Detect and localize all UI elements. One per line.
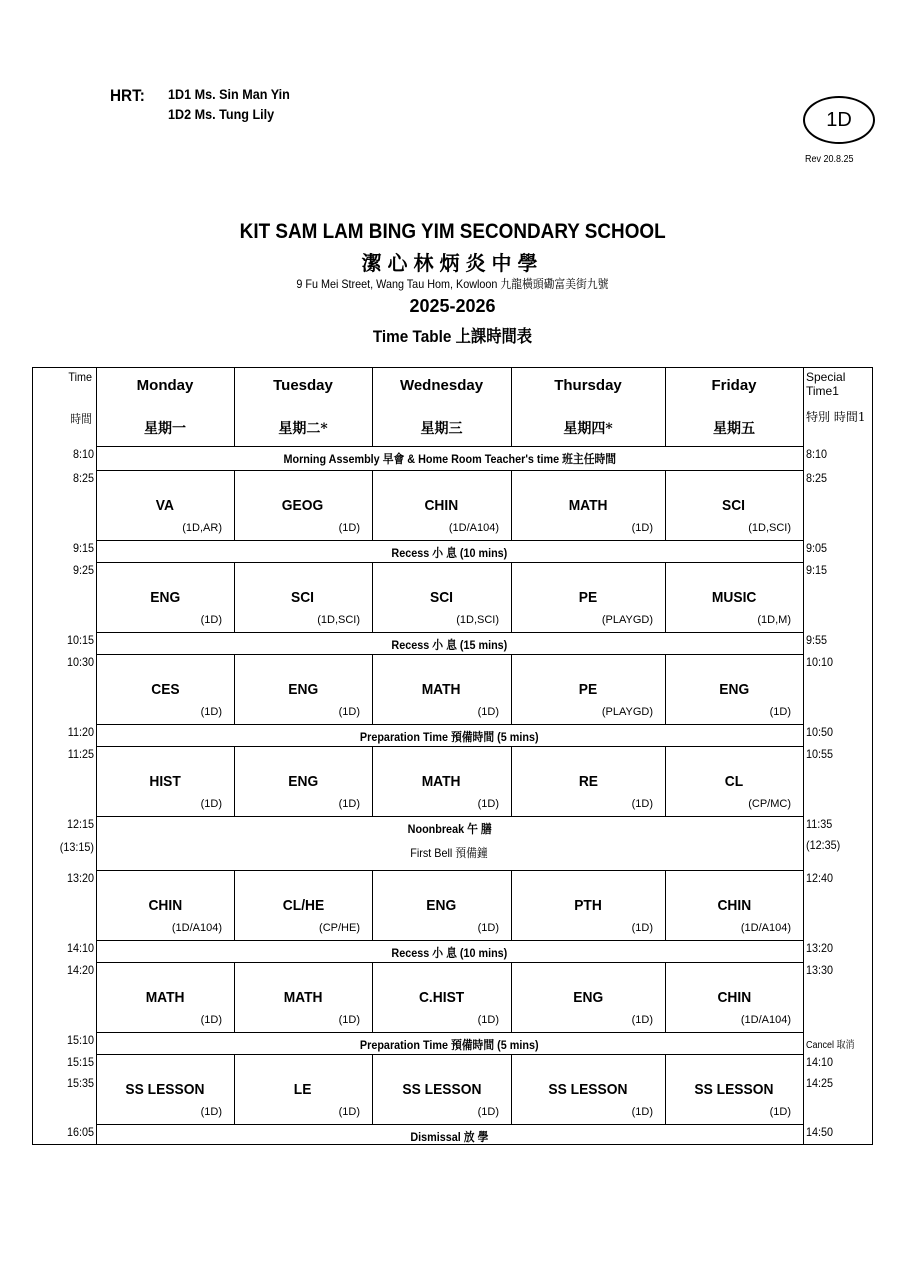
lesson-room: (1D) [631,1106,653,1118]
lesson-subject [372,897,511,914]
lesson-room: (1D) [631,922,653,934]
lesson-subject-text: MUSIC [711,589,757,606]
lesson-room: (1D) [338,706,360,718]
special-time-cell: 11:35 [806,817,833,831]
lesson-cell-divider [372,1054,373,1124]
period-banner-text: Recess 小 息 (15 mins) [391,638,508,652]
lesson-subject [511,773,665,790]
lesson-subject [96,897,234,914]
lesson-subject-text: SCI [722,497,746,514]
lesson-subject-text: PE [578,681,598,698]
lesson-subject [234,989,372,1006]
lesson-subject-text: SCI [291,589,315,606]
special-time-cell: 12:40 [806,871,834,885]
time-cell: 15:15 [66,1055,94,1069]
row-divider [96,1032,803,1033]
header-day-divider [234,367,235,446]
lesson-cell-divider [234,562,235,632]
time-header-en: Time [68,370,92,384]
school-address: 9 Fu Mei Street, Wang Tau Hom, Kowloon 九龍橫頭磡富美街九號 [296,277,609,291]
noonbreak-text: Noonbreak 午 膳 [407,822,492,836]
lesson-room: (1D) [200,1014,222,1026]
special-time-cell-secondary: (12:35) [806,838,841,852]
lesson-room: (1D) [477,1106,499,1118]
lesson-subject-text: VA [155,497,175,514]
period-banner-text: Recess 小 息 (10 mins) [391,946,508,960]
lesson-subject-text: ENG [719,681,749,698]
day-header-zh-monday: 星期一 [144,421,186,437]
lesson-room: (1D,SCI) [748,522,791,534]
row-divider [96,562,803,563]
special-time-cell: 10:55 [806,747,834,761]
lesson-subject-text: HIST [149,773,181,790]
special-time-cell: 9:15 [806,563,828,577]
lesson-subject [511,989,665,1006]
lesson-cell-divider [511,870,512,940]
row-divider [96,724,803,725]
lesson-subject [665,1081,803,1098]
row-divider [96,962,803,963]
lesson-room: (1D) [477,706,499,718]
time-cell: 12:15 [66,817,94,831]
time-header-zh: 時間 [70,412,92,426]
lesson-room: (1D) [200,798,222,810]
lesson-room: (1D) [338,522,360,534]
lesson-room: (1D) [631,798,653,810]
day-header-tuesday: Tuesday [273,377,333,394]
noonbreak-banner [96,820,803,837]
time-cell-secondary: 15:35 [66,1076,94,1090]
time-cell: 14:20 [66,963,94,977]
lesson-cell-divider [665,654,666,724]
special-time-cell: 10:10 [806,655,834,669]
academic-year: 2025-2026 [409,296,496,316]
lesson-cell-divider [372,746,373,816]
lesson-subject [372,681,511,698]
header-divider [96,446,803,447]
lesson-cell-divider [511,1054,512,1124]
special-time-cell: 14:50 [806,1125,834,1139]
lesson-room: (1D,SCI) [456,614,499,626]
lesson-room: (1D) [338,1106,360,1118]
row-divider [96,816,803,817]
lesson-cell-divider [372,470,373,540]
lesson-room: (1D) [769,706,791,718]
first-bell-text: First Bell 預備鐘 [410,846,489,860]
lesson-subject [372,497,511,514]
lesson-room: (PLAYGD) [601,614,653,626]
time-cell: 8:10 [72,447,94,461]
lesson-subject [234,773,372,790]
revision-label: Rev 20.8.25 [805,154,854,165]
lesson-cell-divider [665,870,666,940]
lesson-subject [511,897,665,914]
time-cell: 15:10 [66,1033,94,1047]
lesson-subject [372,1081,511,1098]
lesson-subject-text: MATH [422,773,461,790]
row-divider [96,746,803,747]
hrt-label: HRT: [110,86,145,105]
timetable-title: Time Table 上課時間表 [372,327,533,346]
lesson-subject-text: SS LESSON [125,1081,205,1098]
special-time-cell-secondary: 14:25 [806,1076,834,1090]
lesson-subject [665,497,803,514]
lesson-subject-text: MATH [283,989,323,1006]
lesson-room: (1D) [769,1106,791,1118]
lesson-cell-divider [234,870,235,940]
lesson-subject [372,773,511,790]
lesson-cell-divider [372,562,373,632]
time-cell: 9:25 [72,563,94,577]
lesson-cell-divider [511,562,512,632]
lesson-subject-text: CHIN [717,989,751,1006]
period-banner-text: Preparation Time 預備時間 (5 mins) [360,1038,539,1052]
time-cell: 13:20 [66,871,94,885]
table-border-bottom [32,1144,873,1145]
lesson-subject-text: RE [578,773,598,790]
table-border-top [32,367,872,368]
lesson-cell-divider [511,746,512,816]
lesson-subject [96,1081,234,1098]
special-time-cell: 14:10 [806,1055,834,1069]
lesson-cell-divider [234,470,235,540]
school-name-zh: 潔心林炳炎中學 [361,251,544,275]
lesson-cell-divider [665,562,666,632]
lesson-room: (1D) [477,1014,499,1026]
time-cell: 10:30 [66,655,94,669]
time-cell: 14:10 [66,941,94,955]
lesson-cell-divider [372,654,373,724]
lesson-cell-divider [372,870,373,940]
lesson-subject-text: SS LESSON [548,1081,628,1098]
lesson-room: (1D/A104) [448,522,499,534]
lesson-room: (1D/A104) [740,1014,791,1026]
lesson-subject-text: SS LESSON [694,1081,774,1098]
special-time-cell: 9:55 [806,633,828,647]
day-header-zh-tuesday: 星期二* [278,421,328,437]
time-cell: 11:20 [67,725,94,739]
lesson-room: (1D) [631,1014,653,1026]
lesson-cell-divider [234,746,235,816]
lesson-subject [234,897,372,914]
time-cell: 8:25 [72,471,94,485]
period-banner [96,450,803,467]
day-header-monday: Monday [136,377,194,394]
special-time-cell: 8:10 [806,447,828,461]
lesson-room: (1D,AR) [182,522,222,534]
lesson-subject-text: MATH [568,497,608,514]
period-banner [96,728,803,745]
row-divider [96,1144,803,1145]
lesson-cell-divider [665,1054,666,1124]
day-header-friday: Friday [711,377,757,394]
header-day-divider [372,367,373,446]
lesson-subject [665,773,803,790]
lesson-subject-text: MATH [422,681,461,698]
lesson-room: (1D) [200,1106,222,1118]
lesson-subject [511,497,665,514]
lesson-subject [372,989,511,1006]
row-divider [96,870,803,871]
lesson-subject [234,497,372,514]
lesson-room: (1D) [338,798,360,810]
lesson-room: (CP/HE) [319,922,360,934]
lesson-subject-text: CHIN [424,497,459,514]
lesson-room: (1D/A104) [171,922,222,934]
special-time-cell: 9:05 [806,541,828,555]
time-cell-secondary: (13:15) [59,840,94,854]
lesson-subject-text: GEOG [282,497,324,514]
period-banner [96,1036,803,1053]
lesson-cell-divider [234,1054,235,1124]
row-divider [96,540,803,541]
lesson-subject [96,989,234,1006]
special-time-cell: 13:20 [806,941,834,955]
day-header-wednesday: Wednesday [399,377,484,394]
lesson-room: (1D/A104) [740,922,791,934]
period-banner [96,544,803,561]
lesson-room: (1D) [200,614,222,626]
hrt-teacher-1: 1D1 Ms. Sin Man Yin [168,86,290,102]
time-cell: 11:25 [67,747,94,761]
lesson-subject-text: CHIN [148,897,182,914]
lesson-subject-text: ENG [426,897,457,914]
table-border-left [32,367,33,1144]
time-cell: 9:15 [72,541,94,555]
lesson-cell-divider [665,962,666,1032]
lesson-subject [96,497,234,514]
lesson-subject-text: ENG [573,989,603,1006]
lesson-cell-divider [234,654,235,724]
period-banner-text: Preparation Time 預備時間 (5 mins) [360,730,539,744]
lesson-subject [234,1081,372,1098]
row-divider [96,632,803,633]
lesson-subject [511,1081,665,1098]
row-divider [96,470,803,471]
day-header-zh-wednesday: 星期三 [420,421,463,437]
period-banner [96,1128,803,1145]
period-banner-text: Morning Assembly 早會 & Home Room Teacher's time 班主任時間 [283,452,616,466]
school-name-en: KIT SAM LAM BING YIM SECONDARY SCHOOL [239,220,666,243]
special-time-cell: 10:50 [806,725,834,739]
lesson-subject [511,681,665,698]
header-day-divider [665,367,666,446]
lesson-subject-text: MATH [145,989,185,1006]
special-header-zh: 特別 時間1 [806,410,866,424]
lesson-cell-divider [511,962,512,1032]
lesson-subject-text: ENG [150,589,180,606]
time-column-divider [96,367,97,1144]
special-header-en: Special Time1 [806,370,846,398]
special-column-divider [803,367,804,1144]
lesson-subject-text: LE [294,1081,312,1098]
row-divider [96,1124,803,1125]
lesson-subject-text: C.HIST [418,989,465,1006]
lesson-room: (1D,SCI) [317,614,360,626]
lesson-cell-divider [234,962,235,1032]
special-time-cell: Cancel 取消 [806,1040,855,1051]
first-bell-banner [96,844,803,861]
period-banner-text: Dismissal 放 學 [410,1130,489,1144]
lesson-subject-text: SS LESSON [401,1081,481,1098]
lesson-cell-divider [665,746,666,816]
special-time-cell: 8:25 [806,471,828,485]
day-header-zh-friday: 星期五 [713,421,755,437]
time-cell: 16:05 [66,1125,94,1139]
header-day-divider [511,367,512,446]
lesson-cell-divider [665,470,666,540]
lesson-subject-text: ENG [288,681,318,698]
special-time-cell: 13:30 [806,963,834,977]
lesson-subject-text: CES [150,681,180,698]
lesson-room: (1D) [338,1014,360,1026]
lesson-subject [234,589,372,606]
lesson-room: (CP/MC) [748,798,791,810]
lesson-subject-text: PE [578,589,598,606]
row-divider [96,654,803,655]
lesson-subject [665,897,803,914]
hrt-teacher-2: 1D2 Ms. Tung Lily [168,106,275,122]
lesson-subject-text: SCI [429,589,453,606]
lesson-subject [234,681,372,698]
lesson-subject [665,681,803,698]
lesson-subject [665,989,803,1006]
lesson-subject-text: ENG [288,773,318,790]
row-divider [96,940,803,941]
class-badge: 1D [803,96,875,144]
lesson-subject [96,589,234,606]
period-banner [96,944,803,961]
period-banner-text: Recess 小 息 (10 mins) [391,546,508,560]
lesson-subject-text: CHIN [717,897,751,914]
lesson-subject [665,589,803,606]
table-border-right [872,367,873,1145]
lesson-subject-text: CL [724,773,744,790]
lesson-room: (1D) [477,798,499,810]
lesson-subject [511,589,665,606]
lesson-room: (PLAYGD) [601,706,653,718]
lesson-subject-text: PTH [574,897,602,914]
lesson-room: (1D) [631,522,653,534]
day-header-thursday: Thursday [554,377,622,394]
lesson-subject [96,773,234,790]
lesson-subject [96,681,234,698]
lesson-cell-divider [372,962,373,1032]
row-divider [96,1054,803,1055]
lesson-subject [372,589,511,606]
period-banner [96,636,803,653]
lesson-cell-divider [511,654,512,724]
lesson-room: (1D) [200,706,222,718]
time-cell: 10:15 [66,633,94,647]
lesson-cell-divider [511,470,512,540]
day-header-zh-thursday: 星期四* [563,421,613,437]
lesson-room: (1D) [477,922,499,934]
lesson-room: (1D,M) [757,614,791,626]
lesson-subject-text: CL/HE [282,897,324,914]
